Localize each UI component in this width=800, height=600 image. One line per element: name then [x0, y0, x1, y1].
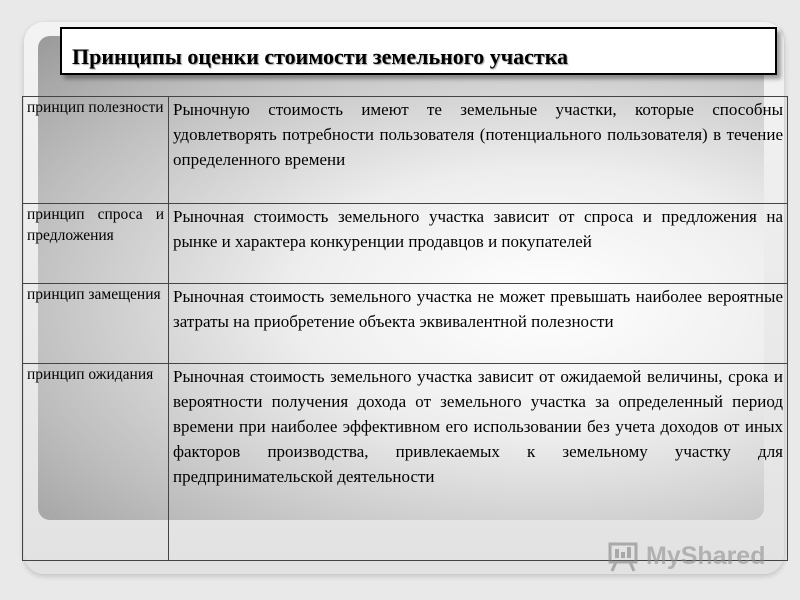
principles-table [22, 96, 788, 561]
principle-name: принцип спроса и предложения [23, 204, 169, 284]
principle-description: Рыночная стоимость земельного участка зависит от ожидаемой величины, срока и вероятности получения дохода от земельного участка за определенный период времени при наиболее эффективном его использовании без учета доходов от иных факторов производства, привлекаемых к земельному участку для предпринимательской деятельности [169, 364, 788, 561]
principle-name: принцип полезности [23, 97, 169, 204]
table-row [23, 284, 788, 364]
presentation-board-icon [606, 538, 642, 574]
table-row [23, 204, 788, 284]
myshared-logo [606, 536, 766, 576]
principle-name: принцип ожидания [23, 364, 169, 561]
page-title: Принципы оценки стоимости земельного участка [72, 44, 569, 69]
table-row [23, 97, 788, 204]
table-row [23, 364, 788, 561]
principle-description: Рыночная стоимость земельного участка не может превышать наиболее вероятные затраты на приобретение объекта эквивалентной полезности [169, 284, 788, 364]
title-box [60, 27, 777, 75]
principle-description: Рыночная стоимость земельного участка зависит от спроса и предложения на рынке и характера конкуренции продавцов и покупателей [169, 204, 788, 284]
principle-description: Рыночную стоимость имеют те земельные участки, которые способны удовлетворять потребности пользователя (потенциального пользователя) в течение определенного времени [169, 97, 788, 204]
principle-name: принцип замещения [23, 284, 169, 364]
logo-text: MyShared [646, 542, 766, 570]
